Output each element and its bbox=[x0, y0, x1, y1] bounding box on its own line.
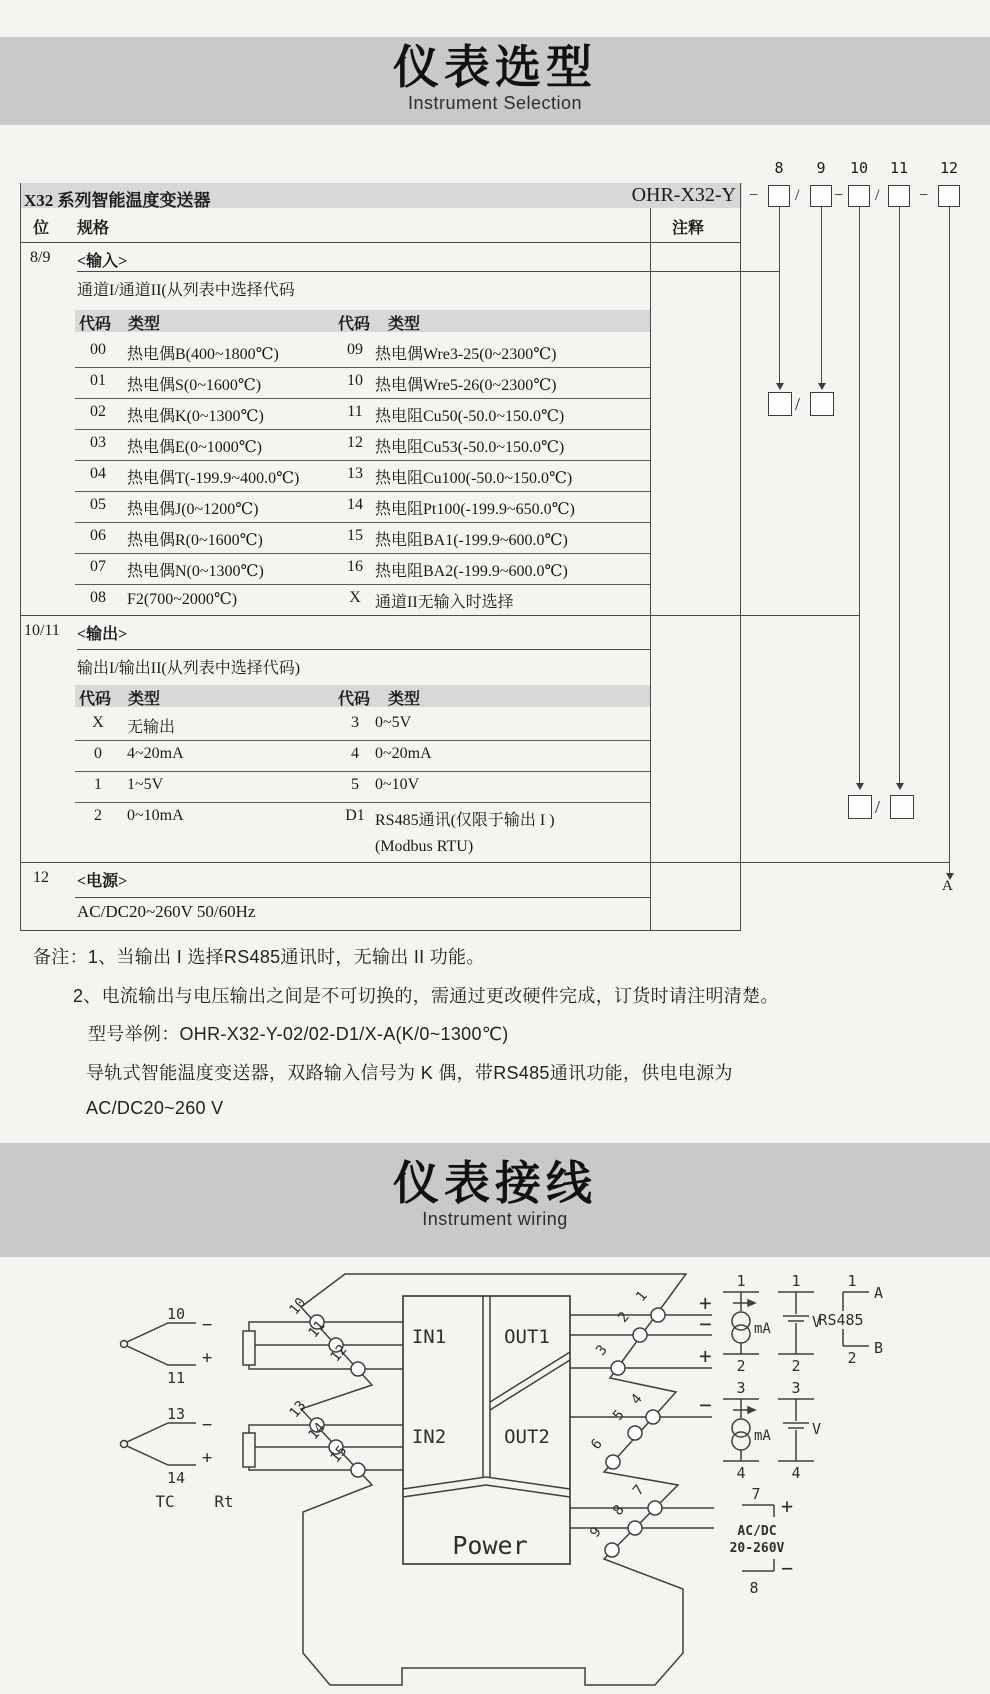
power-value: AC/DC20~260V 50/60Hz bbox=[77, 902, 256, 921]
rtd-resistor-1 bbox=[243, 1331, 255, 1365]
rs485-a-label: A bbox=[874, 1284, 884, 1302]
col-spec: 规格 bbox=[77, 220, 110, 237]
section-divider-output bbox=[20, 862, 949, 863]
terminal-label-1: 1 bbox=[633, 1288, 651, 1305]
type-2: 热电阻Cu53(-50.0~150.0℃) bbox=[375, 439, 565, 456]
model-sep-3: − bbox=[834, 187, 844, 204]
v1-top-terminal: 1 bbox=[791, 1272, 801, 1290]
v2-label: V bbox=[812, 1420, 822, 1438]
power-title: <电源> bbox=[77, 873, 128, 890]
type-1: 无输出 bbox=[127, 719, 176, 736]
input-code-header-2: 代码 bbox=[338, 316, 371, 333]
thermocouple-1 bbox=[121, 1323, 197, 1365]
wiring-banner bbox=[0, 1143, 990, 1257]
left-terminal-labels bbox=[286, 1295, 350, 1466]
input-pos: 8/9 bbox=[30, 249, 51, 266]
terminal-label-11: 11 bbox=[305, 1317, 329, 1342]
code-1: 08 bbox=[90, 589, 106, 606]
digit-12: 12 bbox=[939, 159, 959, 177]
terminal-label-9: 9 bbox=[587, 1524, 605, 1541]
arrow-10 bbox=[856, 783, 864, 790]
tc1-bot-label: 11 bbox=[166, 1369, 186, 1387]
type-2: 0~10V bbox=[375, 776, 420, 793]
input-row bbox=[75, 398, 650, 430]
col-pos: 位 bbox=[33, 220, 50, 237]
out2-plus-sign: + bbox=[699, 1344, 712, 1368]
ma1-bot-terminal: 2 bbox=[736, 1357, 746, 1375]
model-sep-4: / bbox=[875, 187, 880, 204]
type-2: 热电偶Wre3-25(0~2300℃) bbox=[375, 346, 557, 363]
module-in2-label: IN2 bbox=[411, 1426, 447, 1448]
terminal-label-15: 15 bbox=[327, 1442, 351, 1467]
supply-bot-terminal: 8 bbox=[749, 1579, 759, 1597]
right-terminal-labels bbox=[587, 1288, 651, 1541]
section-divider-input bbox=[20, 615, 859, 616]
rs485-bot-terminal: 2 bbox=[847, 1349, 857, 1367]
type-1: 热电偶N(0~1300℃) bbox=[127, 563, 264, 580]
terminal-label-3: 3 bbox=[593, 1342, 611, 1359]
module-power-label: Power bbox=[452, 1531, 528, 1560]
code-1: 02 bbox=[90, 403, 106, 420]
code-1: 05 bbox=[90, 496, 106, 513]
output-pair-box-1 bbox=[848, 795, 872, 819]
code-2: 13 bbox=[347, 465, 363, 482]
table-border-left bbox=[20, 183, 21, 930]
tc2-bot-label: 14 bbox=[166, 1469, 186, 1487]
note-line-5: AC/DC20~260 V bbox=[86, 1098, 224, 1118]
type-1: 0~10mA bbox=[127, 807, 184, 824]
input-row bbox=[75, 429, 650, 461]
module-out1-label: OUT1 bbox=[504, 1326, 550, 1348]
supply-top-terminal: 7 bbox=[751, 1485, 761, 1503]
tc2-bot-sign: + bbox=[202, 1448, 213, 1468]
tc2-top-sign: − bbox=[202, 1415, 213, 1435]
wiring-diagram bbox=[0, 1257, 990, 1694]
code-2: 11 bbox=[347, 403, 363, 420]
header-rule bbox=[20, 242, 741, 243]
type-2: 通道II无输入时选择 bbox=[375, 594, 514, 611]
input-pair-box-2 bbox=[810, 392, 834, 416]
code-2: D1 bbox=[345, 807, 365, 824]
terminal-label-2: 2 bbox=[615, 1309, 633, 1326]
type-1: 热电偶B(400~1800℃) bbox=[127, 346, 279, 363]
tc1-bot-sign: + bbox=[202, 1348, 213, 1368]
code-1: 04 bbox=[90, 465, 106, 482]
terminal-label-10: 10 bbox=[286, 1294, 310, 1319]
selector-box-12 bbox=[938, 185, 960, 207]
code-1: 01 bbox=[90, 372, 106, 389]
input-wires bbox=[249, 1322, 403, 1470]
selection-banner-subtitle: Instrument Selection bbox=[407, 93, 583, 114]
leader-9 bbox=[821, 207, 822, 383]
out1-minus-sign: − bbox=[699, 1312, 712, 1336]
input-pair-box-1 bbox=[768, 392, 792, 416]
ma2-label: mA bbox=[754, 1428, 771, 1444]
output-row bbox=[75, 771, 650, 803]
digit-11: 11 bbox=[889, 159, 909, 177]
terminal-label-4: 4 bbox=[628, 1391, 646, 1408]
v1-bot-terminal: 2 bbox=[791, 1357, 801, 1375]
output-subtitle: 输出I/输出II(从列表中选择代码) bbox=[77, 660, 301, 677]
output-pair-slash: / bbox=[875, 797, 881, 817]
arrow-9 bbox=[818, 383, 826, 390]
input-title-rule bbox=[77, 271, 779, 272]
module-out2-label: OUT2 bbox=[504, 1426, 550, 1448]
terminal-label-8: 8 bbox=[610, 1502, 628, 1519]
model-sep-2: / bbox=[795, 187, 800, 204]
table-border-bottom bbox=[20, 930, 741, 931]
input-subtitle: 通道I/通道II(从列表中选择代码 bbox=[77, 282, 295, 299]
thermocouple-2 bbox=[121, 1423, 197, 1465]
code-2: 4 bbox=[351, 745, 359, 762]
selector-box-10 bbox=[848, 185, 870, 207]
output-title: <输出> bbox=[77, 626, 128, 643]
tc-label: TC bbox=[155, 1492, 175, 1511]
input-type-header-2: 类型 bbox=[388, 316, 421, 333]
model-sep-1: − bbox=[749, 187, 759, 204]
output-code-header bbox=[75, 685, 650, 707]
ma1-label: mA bbox=[754, 1321, 771, 1337]
supply-plus-sign: + bbox=[781, 1494, 794, 1518]
digit-10: 10 bbox=[849, 159, 869, 177]
selector-box-8 bbox=[768, 185, 790, 207]
supply-minus-sign: − bbox=[781, 1556, 794, 1580]
selection-banner-title: 仪表选型 bbox=[393, 41, 597, 93]
code-2: 15 bbox=[347, 527, 363, 544]
v2-bot-terminal: 4 bbox=[791, 1464, 801, 1482]
terminal-label-6: 6 bbox=[588, 1436, 606, 1453]
ma2-top-terminal: 3 bbox=[736, 1379, 746, 1397]
power-title-rule bbox=[75, 897, 650, 898]
type-2: 热电阻BA1(-199.9~600.0℃) bbox=[375, 532, 568, 549]
type-1: 4~20mA bbox=[127, 745, 184, 762]
output-title-rule bbox=[77, 649, 650, 650]
rs485-label: RS485 bbox=[818, 1311, 864, 1329]
leader-8 bbox=[779, 207, 780, 383]
digit-9: 9 bbox=[816, 159, 826, 177]
type-2: 热电阻Cu50(-50.0~150.0℃) bbox=[375, 408, 565, 425]
table-border-right bbox=[740, 183, 741, 930]
output-type-header-2: 类型 bbox=[388, 691, 421, 708]
out2-minus-sign: − bbox=[699, 1393, 712, 1417]
code-2: 09 bbox=[347, 341, 363, 358]
digit-8: 8 bbox=[774, 159, 784, 177]
type-1: F2(700~2000℃) bbox=[127, 591, 238, 608]
output-row bbox=[75, 740, 650, 772]
model-sep-5: − bbox=[919, 187, 929, 204]
note-line-1: 备注：1、当输出 I 选择RS485通讯时，无输出 II 功能。 bbox=[33, 947, 485, 967]
leader-12 bbox=[949, 207, 950, 873]
type-1: 1~5V bbox=[127, 776, 164, 793]
selector-box-9 bbox=[810, 185, 832, 207]
input-row bbox=[75, 553, 650, 585]
code-1: 03 bbox=[90, 434, 106, 451]
code-2: X bbox=[349, 589, 361, 606]
tc1-top-sign: − bbox=[202, 1315, 213, 1335]
code-1: 07 bbox=[90, 558, 106, 575]
type-2-line2: (Modbus RTU) bbox=[375, 838, 474, 855]
supply-voltage-label: 20-260V bbox=[729, 1541, 785, 1556]
type-2: 0~5V bbox=[375, 714, 412, 731]
code-1: 1 bbox=[94, 776, 102, 793]
terminal-label-7: 7 bbox=[630, 1482, 648, 1499]
out1-plus-sign: + bbox=[699, 1291, 712, 1315]
output-pair-box-2 bbox=[890, 795, 914, 819]
type-1: 热电偶R(0~1600℃) bbox=[127, 532, 263, 549]
input-title: <输入> bbox=[77, 253, 128, 270]
leader-10 bbox=[859, 207, 860, 783]
tc2-top-label: 13 bbox=[166, 1405, 186, 1423]
series-title: X32 系列智能温度变送器 bbox=[24, 191, 211, 210]
ma2-bot-terminal: 4 bbox=[736, 1464, 746, 1482]
code-2: 3 bbox=[351, 714, 359, 731]
selector-box-11 bbox=[888, 185, 910, 207]
note-line-4: 导轨式智能温度变送器，双路输入信号为 K 偶，带RS485通讯功能，供电电源为 bbox=[86, 1063, 733, 1083]
v-meter-out1 bbox=[778, 1292, 814, 1354]
input-code-header bbox=[75, 310, 650, 332]
tc1-top-label: 10 bbox=[166, 1305, 186, 1323]
output-row bbox=[75, 709, 650, 741]
input-pair-slash: / bbox=[795, 394, 801, 414]
note-column-divider bbox=[650, 208, 651, 930]
input-row bbox=[75, 522, 650, 554]
output-pos: 10/11 bbox=[24, 622, 60, 639]
v1-label: V bbox=[812, 1313, 822, 1331]
input-code-header-1: 代码 bbox=[79, 316, 112, 333]
terminal-label-12: 12 bbox=[327, 1341, 351, 1366]
ma1-top-terminal: 1 bbox=[736, 1272, 746, 1290]
leader-11 bbox=[899, 207, 900, 783]
rtd-resistor-2 bbox=[243, 1433, 255, 1467]
code-1: 0 bbox=[94, 745, 102, 762]
power-pos: 12 bbox=[33, 869, 49, 886]
wiring-banner-subtitle: Instrument wiring bbox=[422, 1209, 568, 1230]
code-1: 00 bbox=[90, 341, 106, 358]
terminal-label-14: 14 bbox=[305, 1419, 329, 1444]
terminal-label-13: 13 bbox=[286, 1397, 310, 1422]
type-1: 热电偶T(-199.9~400.0℃) bbox=[127, 470, 300, 487]
input-row bbox=[75, 367, 650, 399]
code-1: X bbox=[92, 714, 104, 731]
type-1: 热电偶K(0~1300℃) bbox=[127, 408, 264, 425]
arrow-8 bbox=[776, 383, 784, 390]
rt-label: Rt bbox=[214, 1492, 234, 1511]
type-2: 热电阻BA2(-199.9~600.0℃) bbox=[375, 563, 568, 580]
col-note: 注释 bbox=[672, 220, 705, 237]
input-row bbox=[75, 584, 650, 615]
output-row bbox=[75, 802, 650, 862]
wiring-banner-title: 仪表接线 bbox=[393, 1157, 597, 1209]
note-line-2: 2、电流输出与电压输出之间是不可切换的，需通过更改硬件完成，订货时请注明清楚。 bbox=[73, 986, 779, 1006]
code-2: 5 bbox=[351, 776, 359, 793]
type-1: 热电偶S(0~1600℃) bbox=[127, 377, 262, 394]
arrow-11 bbox=[896, 783, 904, 790]
type-2: RS485通讯(仅限于输出 I ) bbox=[375, 812, 555, 829]
output-code-header-1: 代码 bbox=[79, 691, 112, 708]
v2-top-terminal: 3 bbox=[791, 1379, 801, 1397]
rs485-top-terminal: 1 bbox=[847, 1272, 857, 1290]
output-code-header-2: 代码 bbox=[338, 691, 371, 708]
input-row bbox=[75, 460, 650, 492]
output-type-header-1: 类型 bbox=[128, 691, 161, 708]
v-meter-out2 bbox=[778, 1399, 814, 1461]
type-2: 热电偶Wre5-26(0~2300℃) bbox=[375, 377, 557, 394]
type-2: 热电阻Pt100(-199.9~650.0℃) bbox=[375, 501, 575, 518]
input-type-header-1: 类型 bbox=[128, 316, 161, 333]
power-branch-label: A bbox=[942, 878, 953, 894]
rs485-b-label: B bbox=[874, 1339, 884, 1357]
supply-acdc-label: AC/DC bbox=[737, 1524, 777, 1539]
code-2: 12 bbox=[347, 434, 363, 451]
code-1: 2 bbox=[94, 807, 102, 824]
code-2: 14 bbox=[347, 496, 363, 513]
type-1: 热电偶E(0~1000℃) bbox=[127, 439, 262, 456]
input-row bbox=[75, 491, 650, 523]
module-in1-label: IN1 bbox=[411, 1326, 447, 1348]
code-1: 06 bbox=[90, 527, 106, 544]
note-line-3: 型号举例：OHR-X32-Y-02/02-D1/X-A(K/0~1300℃) bbox=[88, 1024, 509, 1044]
type-1: 热电偶J(0~1200℃) bbox=[127, 501, 259, 518]
code-2: 16 bbox=[347, 558, 363, 575]
type-2: 热电阻Cu100(-50.0~150.0℃) bbox=[375, 470, 573, 487]
terminal-label-5: 5 bbox=[610, 1407, 628, 1424]
model-code: OHR-X32-Y bbox=[631, 184, 736, 206]
code-2: 10 bbox=[347, 372, 363, 389]
type-2: 0~20mA bbox=[375, 745, 432, 762]
input-row bbox=[75, 336, 650, 368]
